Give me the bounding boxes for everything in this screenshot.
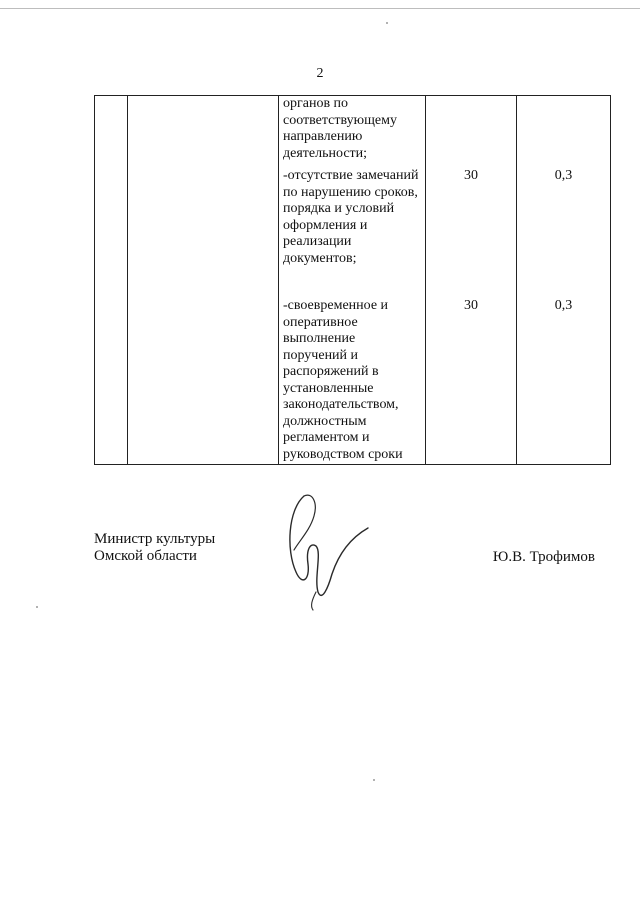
indicator-cell (128, 298, 279, 465)
table-row (95, 96, 611, 169)
scan-speck (36, 606, 38, 608)
coefficient-cell (517, 96, 611, 169)
scan-speck (386, 22, 388, 24)
indicator-cell (128, 168, 279, 298)
criterion-cell: -отсутствие замечаний по нарушению сроков, порядка и условий оформления и реализации документов; (279, 168, 426, 298)
criterion-cell: -своевременное и оперативное выполнение поручений и распоряжений в установленные законодательством, должностным регламентом и руководством сроки (279, 298, 426, 465)
page-number: 2 (316, 66, 324, 81)
position-line: Министр культуры (94, 531, 216, 547)
criteria-table (94, 95, 611, 465)
signatory-name: Ю.В. Трофимов (492, 549, 595, 565)
points-cell (426, 96, 517, 169)
criterion-cell: органов по соответствующему направлению деятельности; (279, 96, 426, 169)
scan-speck (373, 779, 375, 781)
points-cell: 30 (426, 298, 517, 465)
coefficient-cell: 0,3 (517, 298, 611, 465)
table-row (95, 298, 611, 465)
index-cell (95, 96, 128, 169)
coefficient-cell: 0,3 (517, 168, 611, 298)
handwritten-signature (282, 488, 372, 613)
points-cell: 30 (426, 168, 517, 298)
position-line: Омской области (94, 548, 197, 564)
table-row (95, 168, 611, 298)
indicator-cell (128, 96, 279, 169)
scan-edge-line (0, 8, 640, 9)
index-cell (95, 298, 128, 465)
signatory-position (94, 531, 215, 565)
index-cell (95, 168, 128, 298)
